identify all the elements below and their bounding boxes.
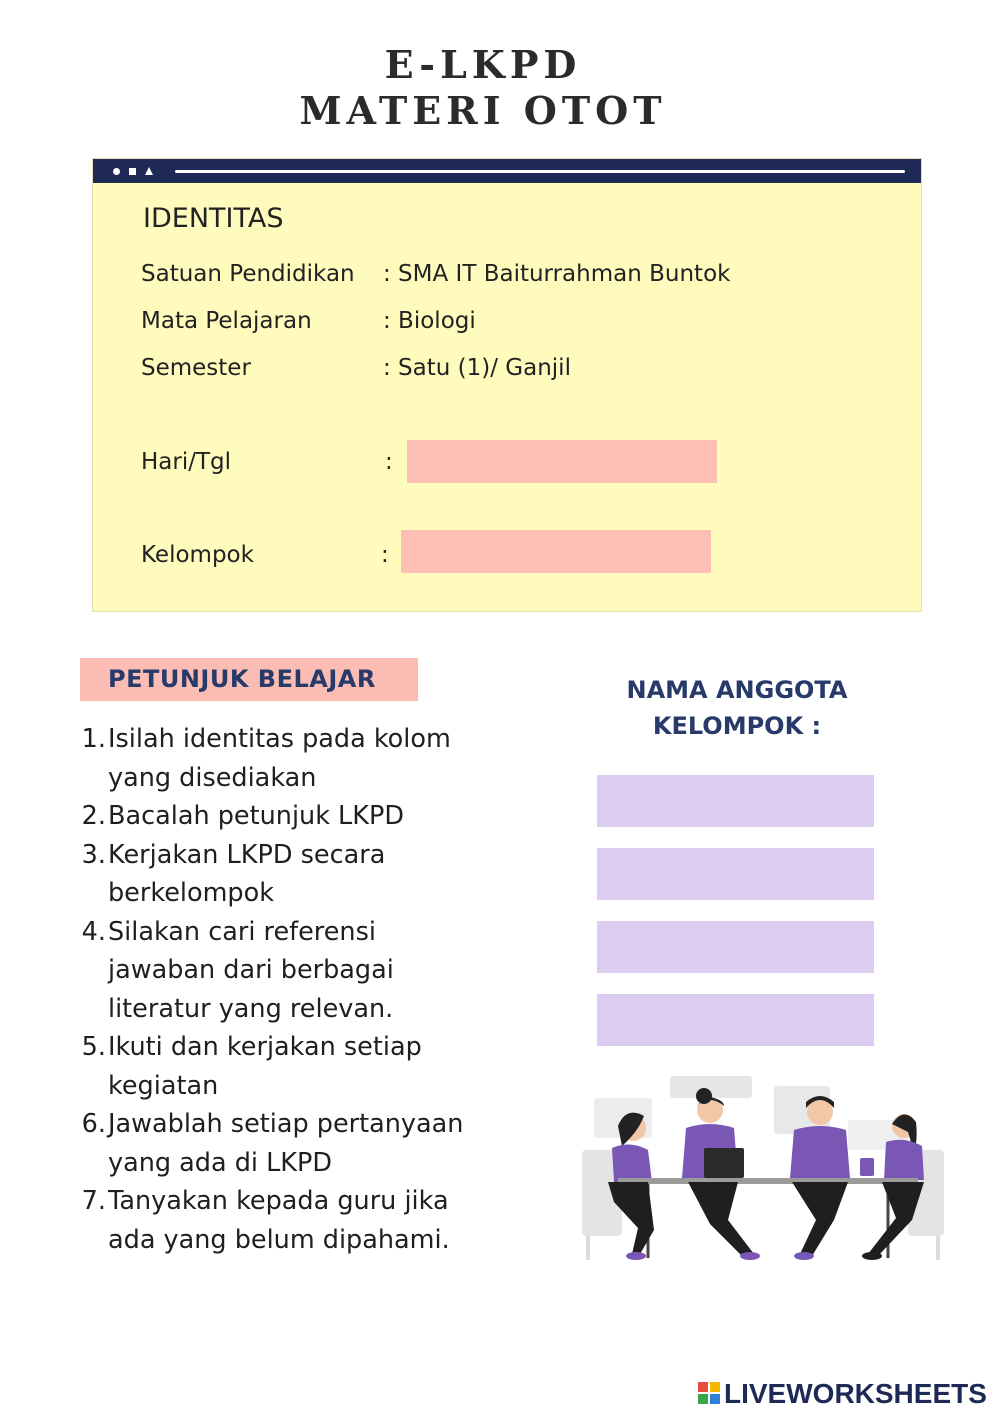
petunjuk-item-line: Tanyakan kepada guru jika bbox=[108, 1186, 449, 1216]
nama-anggota-line-1: NAMA ANGGOTA bbox=[626, 676, 848, 704]
title-line-2: MATERI OTOT bbox=[299, 88, 667, 133]
petunjuk-item-number: 1. bbox=[81, 724, 106, 754]
liveworksheets-watermark: LIVEWORKSHEETS bbox=[724, 1378, 987, 1409]
petunjuk-item bbox=[74, 1182, 514, 1259]
identitas-card bbox=[92, 158, 922, 612]
petunjuk-item-line: berkelompok bbox=[108, 878, 274, 908]
square-icon bbox=[129, 168, 136, 175]
petunjuk-item-line: Kerjakan LKPD secara bbox=[108, 839, 386, 870]
petunjuk-item-text bbox=[106, 797, 404, 836]
value-satuan-pendidikan: : SMA IT Baiturrahman Buntok bbox=[383, 261, 731, 287]
petunjuk-item-text bbox=[106, 1105, 463, 1182]
petunjuk-item bbox=[74, 1028, 514, 1105]
label-hari-tgl: Hari/Tgl bbox=[141, 449, 232, 475]
petunjuk-list bbox=[74, 720, 514, 1259]
label-mata-pelajaran: Mata Pelajaran bbox=[141, 308, 312, 334]
petunjuk-item bbox=[74, 836, 514, 913]
petunjuk-item-number: 2. bbox=[81, 801, 106, 831]
petunjuk-item-text bbox=[106, 1028, 422, 1105]
petunjuk-item-text bbox=[106, 836, 385, 913]
petunjuk-item-number: 5. bbox=[81, 1032, 106, 1062]
anggota-input-3[interactable] bbox=[597, 921, 874, 973]
petunjuk-item bbox=[74, 797, 514, 836]
petunjuk-item-line: jawaban dari berbagai bbox=[108, 955, 394, 985]
window-bar bbox=[93, 159, 921, 183]
petunjuk-item-number: 7. bbox=[81, 1186, 106, 1216]
petunjuk-item-line: Silakan cari referensi bbox=[108, 916, 376, 947]
nama-anggota-line-2: KELOMPOK : bbox=[652, 712, 822, 740]
title-line-1: E-LKPD bbox=[384, 42, 582, 87]
group-study-illustration bbox=[578, 1070, 950, 1266]
value-mata-pelajaran: : Biologi bbox=[383, 308, 476, 334]
petunjuk-item-number: 3. bbox=[81, 839, 106, 870]
petunjuk-item-line: kegiatan bbox=[108, 1070, 219, 1101]
petunjuk-heading: PETUNJUK BELAJAR bbox=[108, 665, 376, 693]
circle-icon bbox=[113, 168, 120, 175]
label-kelompok: Kelompok bbox=[141, 542, 254, 568]
petunjuk-item bbox=[74, 1105, 514, 1182]
petunjuk-item-line: yang disediakan bbox=[108, 762, 317, 793]
petunjuk-item-text bbox=[106, 720, 451, 797]
value-semester: : Satu (1)/ Ganjil bbox=[383, 355, 571, 381]
triangle-icon bbox=[145, 167, 153, 175]
label-semester: Semester bbox=[141, 355, 251, 381]
kelompok-input[interactable] bbox=[401, 530, 711, 573]
address-bar-line bbox=[175, 170, 905, 173]
petunjuk-item-line: literatur yang relevan. bbox=[108, 993, 394, 1024]
petunjuk-item-line: Ikuti dan kerjakan setiap bbox=[108, 1032, 422, 1062]
petunjuk-heading-box bbox=[80, 658, 418, 701]
colon-kelompok: : bbox=[381, 542, 389, 568]
petunjuk-item-number: 6. bbox=[81, 1109, 106, 1139]
petunjuk-item bbox=[74, 913, 514, 1029]
petunjuk-item-number: 4. bbox=[81, 916, 106, 947]
anggota-input-1[interactable] bbox=[597, 775, 874, 827]
identitas-heading: IDENTITAS bbox=[143, 203, 284, 234]
anggota-input-2[interactable] bbox=[597, 848, 874, 900]
petunjuk-item-line: Jawablah setiap pertanyaan bbox=[108, 1109, 464, 1139]
petunjuk-item-line: Bacalah petunjuk LKPD bbox=[108, 801, 405, 831]
petunjuk-item-line: Isilah identitas pada kolom bbox=[108, 724, 451, 754]
petunjuk-item-text bbox=[106, 1182, 450, 1259]
colon-hari-tgl: : bbox=[385, 449, 393, 475]
liveworksheets-logo-icon bbox=[698, 1382, 720, 1404]
petunjuk-item-line: ada yang belum dipahami. bbox=[108, 1224, 450, 1255]
nama-anggota-heading bbox=[600, 672, 874, 744]
hari-tgl-input[interactable] bbox=[407, 440, 717, 483]
petunjuk-item bbox=[74, 720, 514, 797]
petunjuk-item-text bbox=[106, 913, 394, 1029]
petunjuk-item-line: yang ada di LKPD bbox=[108, 1147, 333, 1178]
label-satuan-pendidikan: Satuan Pendidikan bbox=[141, 261, 355, 287]
anggota-input-4[interactable] bbox=[597, 994, 874, 1046]
